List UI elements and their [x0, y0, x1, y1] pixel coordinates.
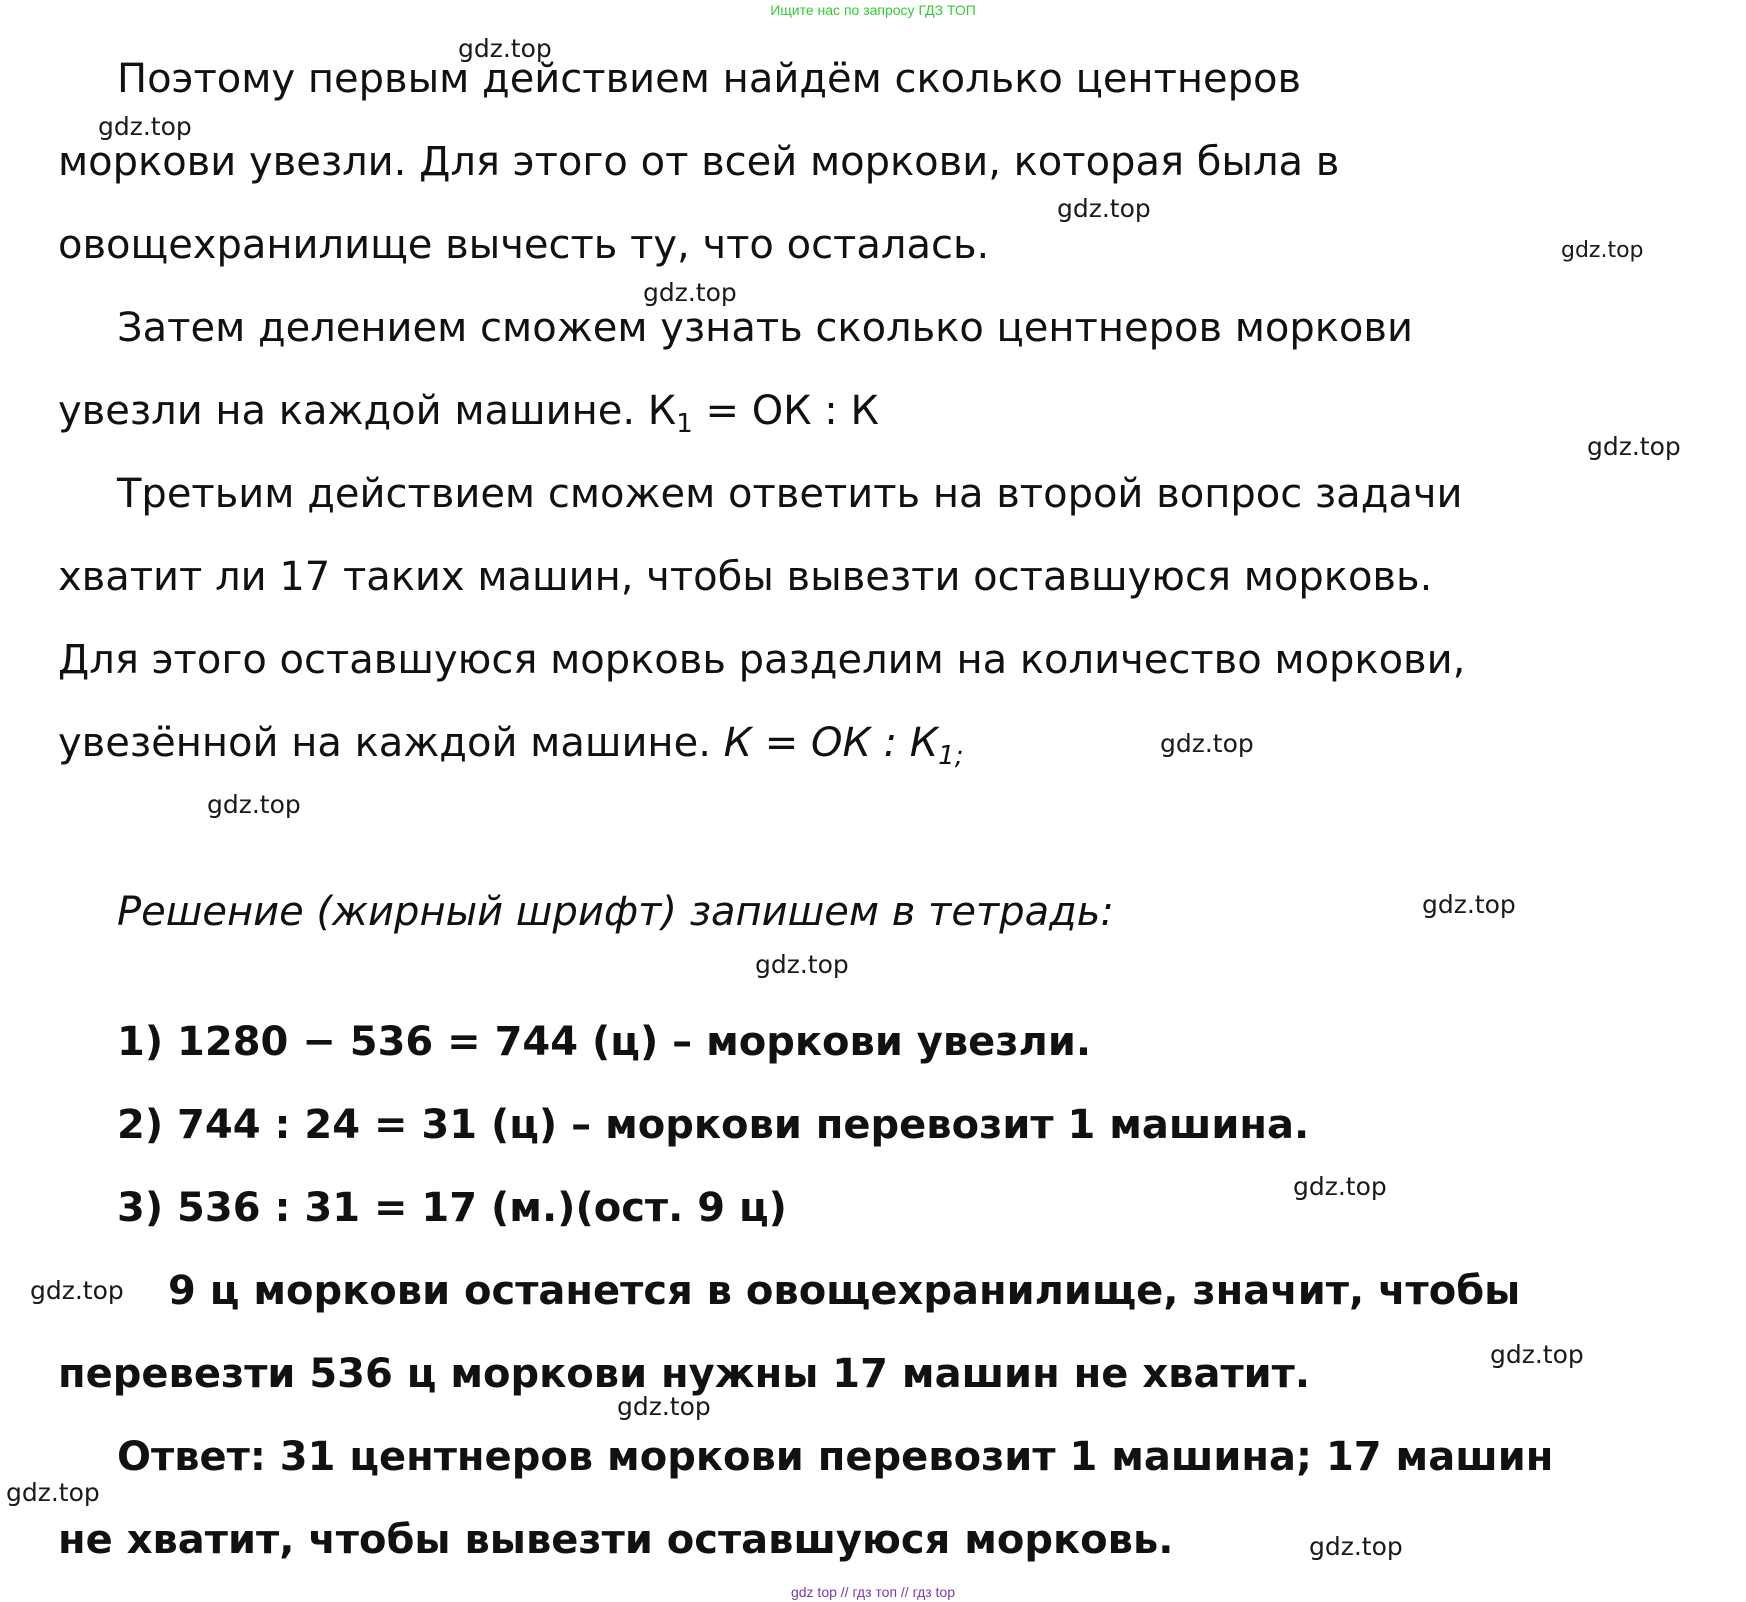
watermark: gdz.top: [1057, 194, 1151, 223]
solution-step-3: 3) 536 : 31 = 17 (м.)(ост. 9 ц): [117, 1185, 787, 1231]
text-line-9-part1: увезённой на каждой машине.: [58, 720, 724, 766]
watermark: gdz.top: [755, 950, 849, 979]
watermark: gdz.top: [643, 278, 737, 307]
text-line-8: Для этого оставшуюся морковь разделим на количество моркови,: [58, 637, 1466, 683]
watermark: gdz.top: [1490, 1340, 1584, 1369]
subscript-2: 1;: [938, 741, 964, 771]
top-banner: Ищите нас по запросу ГДЗ ТОП: [770, 2, 976, 18]
answer-line-1: Ответ: 31 центнеров моркови перевозит 1 машина; 17 машин: [117, 1434, 1554, 1480]
text-line-5-part1: увезли на каждой машине. К: [58, 388, 677, 434]
watermark: gdz.top: [458, 34, 552, 63]
text-line-6: Третьим действием сможем ответить на второй вопрос задачи: [117, 471, 1463, 517]
watermark: gdz.top: [1587, 432, 1681, 461]
formula: К = ОК : К: [723, 720, 939, 766]
subscript-1: 1: [676, 409, 693, 439]
text-line-2: моркови увезли. Для этого от всей моркови, которая была в: [58, 139, 1340, 185]
text-line-7: хватит ли 17 таких машин, чтобы вывезти оставшуюся морковь.: [58, 554, 1433, 600]
watermark: gdz.top: [6, 1478, 100, 1507]
watermark: gdz.top: [1293, 1172, 1387, 1201]
solution-heading: Решение (жирный шрифт) запишем в тетрадь:: [117, 889, 1114, 935]
watermark: gdz.top: [1561, 238, 1644, 263]
text-line-5-part2: = ОК : К: [692, 388, 879, 434]
conclusion-line-2: перевезти 536 ц моркови нужны 17 машин не хватит.: [58, 1351, 1311, 1397]
solution-step-1: 1) 1280 − 536 = 744 (ц) – моркови увезли.: [117, 1019, 1092, 1065]
watermark: gdz.top: [1309, 1532, 1403, 1561]
text-line-1: Поэтому первым действием найдём сколько центнеров: [117, 56, 1302, 102]
watermark: gdz.top: [30, 1276, 124, 1305]
solution-step-2: 2) 744 : 24 = 31 (ц) – моркови перевозит 1 машина.: [117, 1102, 1310, 1148]
watermark: gdz.top: [98, 112, 192, 141]
watermark: gdz.top: [207, 790, 301, 819]
watermark: gdz.top: [1160, 729, 1254, 758]
text-line-5: [58, 387, 879, 439]
answer-line-2: не хватит, чтобы вывезти оставшуюся морковь.: [58, 1517, 1174, 1563]
conclusion-line-1: 9 ц моркови останется в овощехранилище, значит, чтобы: [168, 1268, 1521, 1314]
text-line-4: Затем делением сможем узнать сколько центнеров моркови: [117, 305, 1413, 351]
text-line-3: овощехранилище вычесть ту, что осталась.: [58, 222, 990, 268]
watermark: gdz.top: [617, 1392, 711, 1421]
text-line-9: [58, 719, 964, 771]
bottom-banner: gdz top // гдз топ // гдз top: [790, 1584, 956, 1600]
watermark: gdz.top: [1422, 890, 1516, 919]
